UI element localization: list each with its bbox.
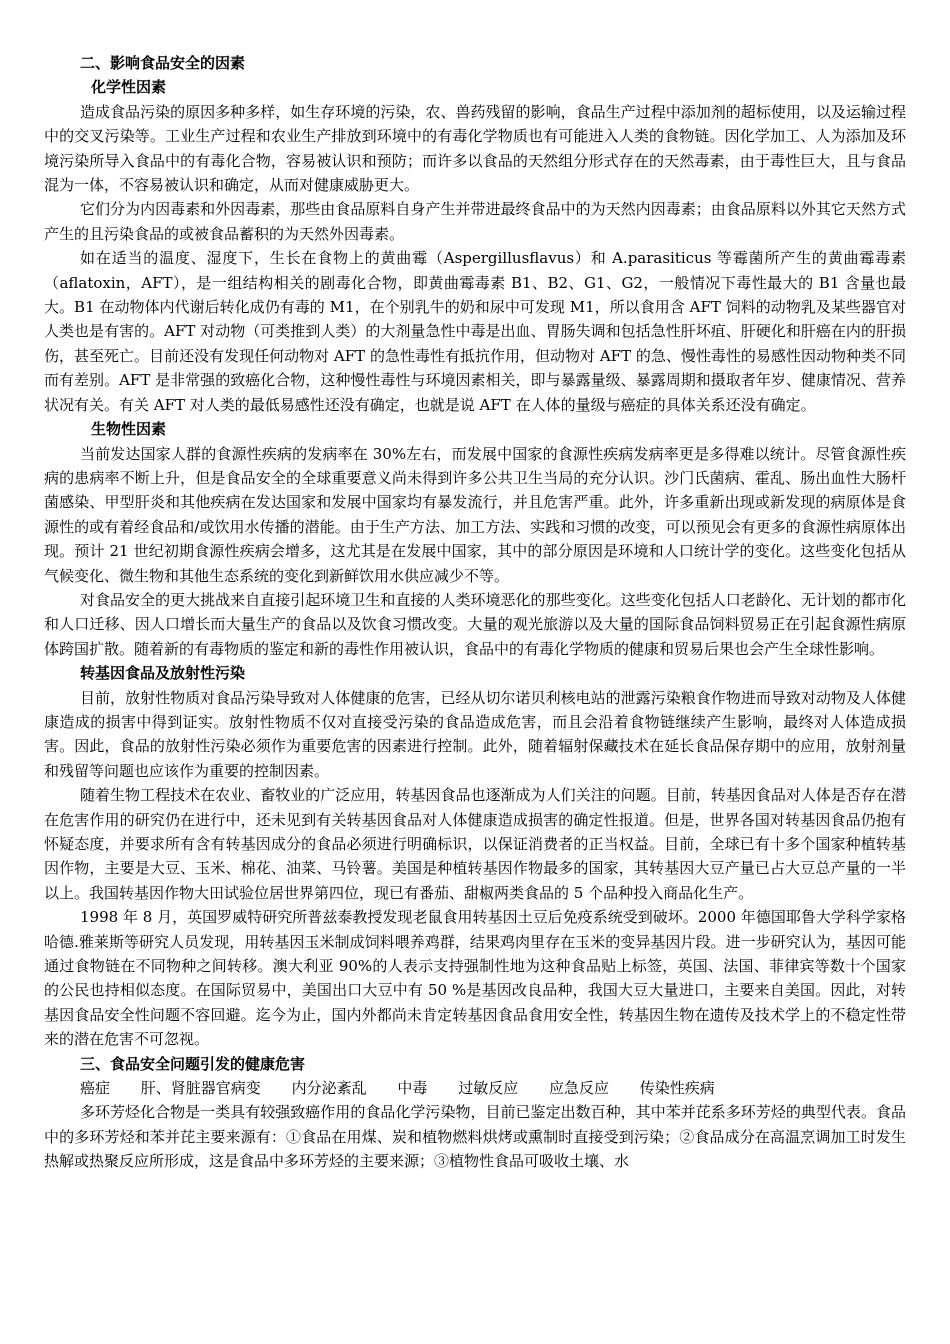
subsection-heading-chemical: 化学性因素 [91, 78, 167, 97]
paragraph: 1998 年 8 月，英国罗威特研究所普兹泰教授发现老鼠食用转基因土豆后免疫系统受到破坏。2000 年德国耶鲁大学科学家格哈德.雅莱斯等研究人员发现，用转基因玉米制成饲料喂养鸡群，结果鸡肉里存在玉米的变异基因片段。进一步研究认为，基因可能通过食物链在不同物种之间转移。澳大利亚 90%的人表示支持强制性地为这种食品贴上标签，英国、法国、菲律宾等数十个国家的公民也持相似态度。在国际贸易中，美国出口大豆中有 50 %是基因改良品种，我国大豆大量进口，主要来自美国。因此，对转基因食品安全性问题不容回避。迄今为止，国内外都尚未肯定转基因食品食用安全性，转基因生物在遗传及技术学上的不稳定性带来的潜在危害不可忽视。 [44, 908, 906, 1049]
paragraph: 随着生物工程技术在农业、畜牧业的广泛应用，转基因食品也逐渐成为人们关注的问题。目前，转基因食品对人体是否存在潜在危害作用的研究仍在进行中，还未见到有关转基因食品对人体健康造成损害的确定性报道。但是，世界各国对转基因食品仍抱有怀疑态度，并要求所有含有转基因成分的食品必须进行明确标识，以保证消费者的正当权益。目前，全球已有十多个国家种植转基因作物，主要是大豆、玉米、棉花、油菜、马铃薯。美国是种植转基因作物最多的国家，其转基因大豆产量已占大豆总产量的一半以上。我国转基因作物大田试验位居世界第四位，现已有番茄、甜椒两类食品的 5 个品种投入商品化生产。 [44, 786, 906, 902]
section-heading: 三、食品安全问题引发的健康危害 [80, 1054, 306, 1073]
paragraph: 如在适当的温度、湿度下，生长在食物上的黄曲霉（Aspergillusflavus）和 A.parasiticus 等霉菌所产生的黄曲霉毒素（aflatoxin，AFT），是一组结构相关的剧毒化合物，即黄曲霉毒素 B1、B2、G1、G2，一般情况下毒性最大的 B1 含量也最大。B1 在动物体内代谢后转化成仍有毒的 M1，在个别乳牛的奶和尿中可发现 M1，所以食用含 AFT 饲料的动物乳及某些器官对人类也是有害的。AFT 对动物（可类推到人类）的大剂量急性中毒是出血、胃肠失调和包括急性肝坏疽、肝硬化和肝癌在内的肝损伤，甚至死亡。目前还没有发现任何动物对 AFT 的急性毒性有抵抗作用，但动物对 AFT 的急、慢性毒性的易感性因动物种类不同而有差别。AFT 是非常强的致癌化合物，这种慢性毒性与环境因素相关，即与暴露量级、暴露周期和摄取者年岁、健康情况、营养状况有关。有关 AFT 对人类的最低易感性还没有确定，也就是说 AFT 在人体的量级与癌症的具体关系还没有确定。 [44, 249, 906, 414]
health-topic: 中毒 [397, 1079, 428, 1098]
paragraph: 当前发达国家人群的食源性疾病的发病率在 30%左右，而发展中国家的食源性疾病发病率更是多得难以统计。尽管食源性疾病的患病率不断上升，但是食品安全的全球重要意义尚未得到许多公共卫生当局的充分认识。沙门氏菌病、霍乱、肠出血性大肠杆菌感染、甲型肝炎和其他疾病在发达国家和发展中国家均有暴发流行，并且危害严重。此外，许多重新出现或新发现的病原体是食源性的或有着经食品和/或饮用水传播的潜能。由于生产方法、加工方法、实践和习惯的改变，可以预见会有更多的食源性病原体出现。预计 21 世纪初期食源性疾病会增多，这尤其是在发展中国家，其中的部分原因是环境和人口统计学的变化。这些变化包括从气候变化、微生物和其他生态系统的变化到新鲜饮用水供应减少不等。 [44, 444, 906, 585]
paragraph: 对食品安全的更大挑战来自直接引起环境卫生和直接的人类环境恶化的那些变化。这些变化包括人口老龄化、无计划的都市化和人口迁移、因人口增长而大量生产的食品以及饮食习惯改变。大量的观光旅游以及大量的国际食品饲料贸易正在引起食源性病原体跨国扩散。随着新的有毒物质的鉴定和新的毒性作用被认识，食品中的有毒化学物质的健康和贸易后果也会产生全球性影响。 [44, 590, 906, 658]
health-topic: 应急反应 [548, 1079, 609, 1098]
health-topic: 过敏反应 [458, 1079, 519, 1098]
health-topic: 内分泌紊乱 [291, 1079, 367, 1098]
health-topic: 肝、肾脏器官病变 [140, 1079, 261, 1098]
paragraph: 造成食品污染的原因多种多样，如生存环境的污染，农、兽药残留的影响，食品生产过程中添加剂的超标使用，以及运输过程中的交叉污染等。工业生产过程和农业生产排放到环境中的有毒化学物质也有可能进入人类的食物链。因化学加工、人为添加及环境污染所导入食品中的有毒化合物，容易被认识和预防；而许多以食品的天然组分形式存在的天然毒素，由于毒性巨大，且与食品混为一体，不容易被认识和确定，从而对健康威胁更大。 [44, 102, 906, 195]
subsection-heading-gm: 转基因食品及放射性污染 [80, 664, 246, 683]
paragraph: 它们分为内因毒素和外因毒素，那些由食品原料自身产生并带进最终食品中的为天然内因毒素；由食品原料以外其它天然方式产生的且污染食品的或被食品蓄积的为天然外因毒素。 [44, 200, 906, 243]
paragraph: 多环芳烃化合物是一类具有较强致癌作用的食品化学污染物，目前已鉴定出数百种，其中苯并芘系多环芳烃的典型代表。食品中的多环芳烃和苯并芘主要来源有：①食品在用煤、炭和植物燃料烘烤或熏制时直接受到污染；②食品成分在高温烹调加工时发生热解或热聚反应所形成，这是食品中多环芳烃的主要来源；③植物性食品可吸收土壤、水 [44, 1103, 906, 1171]
subsection-heading-biological: 生物性因素 [91, 420, 167, 439]
health-topic-list [44, 1076, 906, 1100]
health-topic: 传染性疾病 [639, 1079, 715, 1098]
section-heading: 二、影响食品安全的因素 [80, 54, 246, 72]
paragraph: 目前，放射性物质对食品污染导致对人体健康的危害，已经从切尔诺贝利核电站的泄露污染粮食作物进而导致对动物及人体健康造成的损害中得到证实。放射性物质不仅对直接受污染的食品造成危害，而且会沿着食物链继续产生影响，最终对人体造成损害。因此，食品的放射性污染必须作为重要危害的因素进行控制。此外，随着辐射保藏技术在延长食品保存期中的应用，放射剂量和残留等问题也应该作为重要的控制因素。 [44, 688, 906, 780]
health-topic: 癌症 [80, 1079, 111, 1098]
document-page [44, 51, 906, 1174]
